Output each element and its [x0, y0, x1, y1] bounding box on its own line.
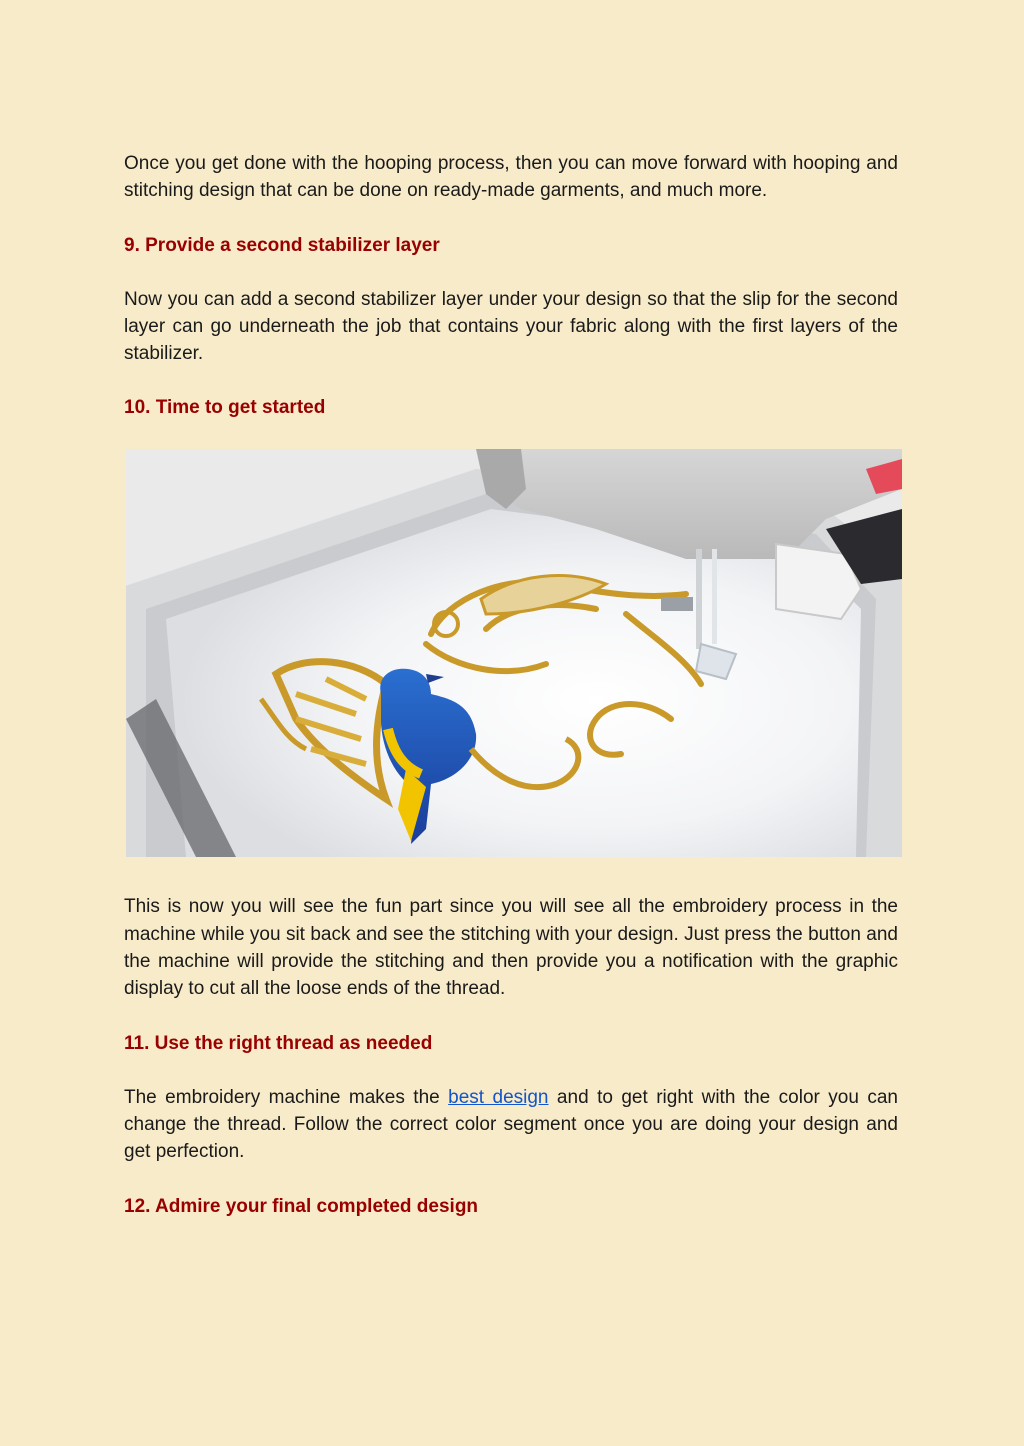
heading-step-10: 10. Time to get started [124, 397, 326, 419]
heading-step-9: 9. Provide a second stabilizer layer [124, 234, 440, 256]
best-design-link[interactable]: best design [448, 1086, 549, 1108]
paragraph-thread [124, 1084, 898, 1166]
embroidery-machine-photo [126, 449, 902, 857]
heading-step-11: 11. Use the right thread as needed [124, 1032, 433, 1054]
thread-text-start: The embroidery machine makes the [124, 1086, 449, 1108]
paragraph-stabilizer: Now you can add a second stabilizer layer under your design so that the slip for the second layer can go underneath the job that contains your fabric along with the first layers of the stabilizer. [124, 288, 898, 365]
paragraph-fun-part: This is now you will see the fun part since you will see all the embroidery process in the machine while you sit back and see the stitching with your design. Just press the button and the machine will provide the stitching and then provide you a notification with the graphic display to cut all the loose ends of the thread. [124, 896, 898, 1000]
thread-text-end: and to get right with the color you can change the thread. Follow the correct color segment once you are doing your design and get perfection. [124, 1086, 898, 1163]
document-page [124, 150, 898, 1220]
heading-step-12: 12. Admire your final completed design [124, 1195, 479, 1217]
paragraph-hooping: Once you get done with the hooping process, then you can move forward with hooping and stitching design that can be done on ready-made garments, and much more. [124, 153, 898, 202]
